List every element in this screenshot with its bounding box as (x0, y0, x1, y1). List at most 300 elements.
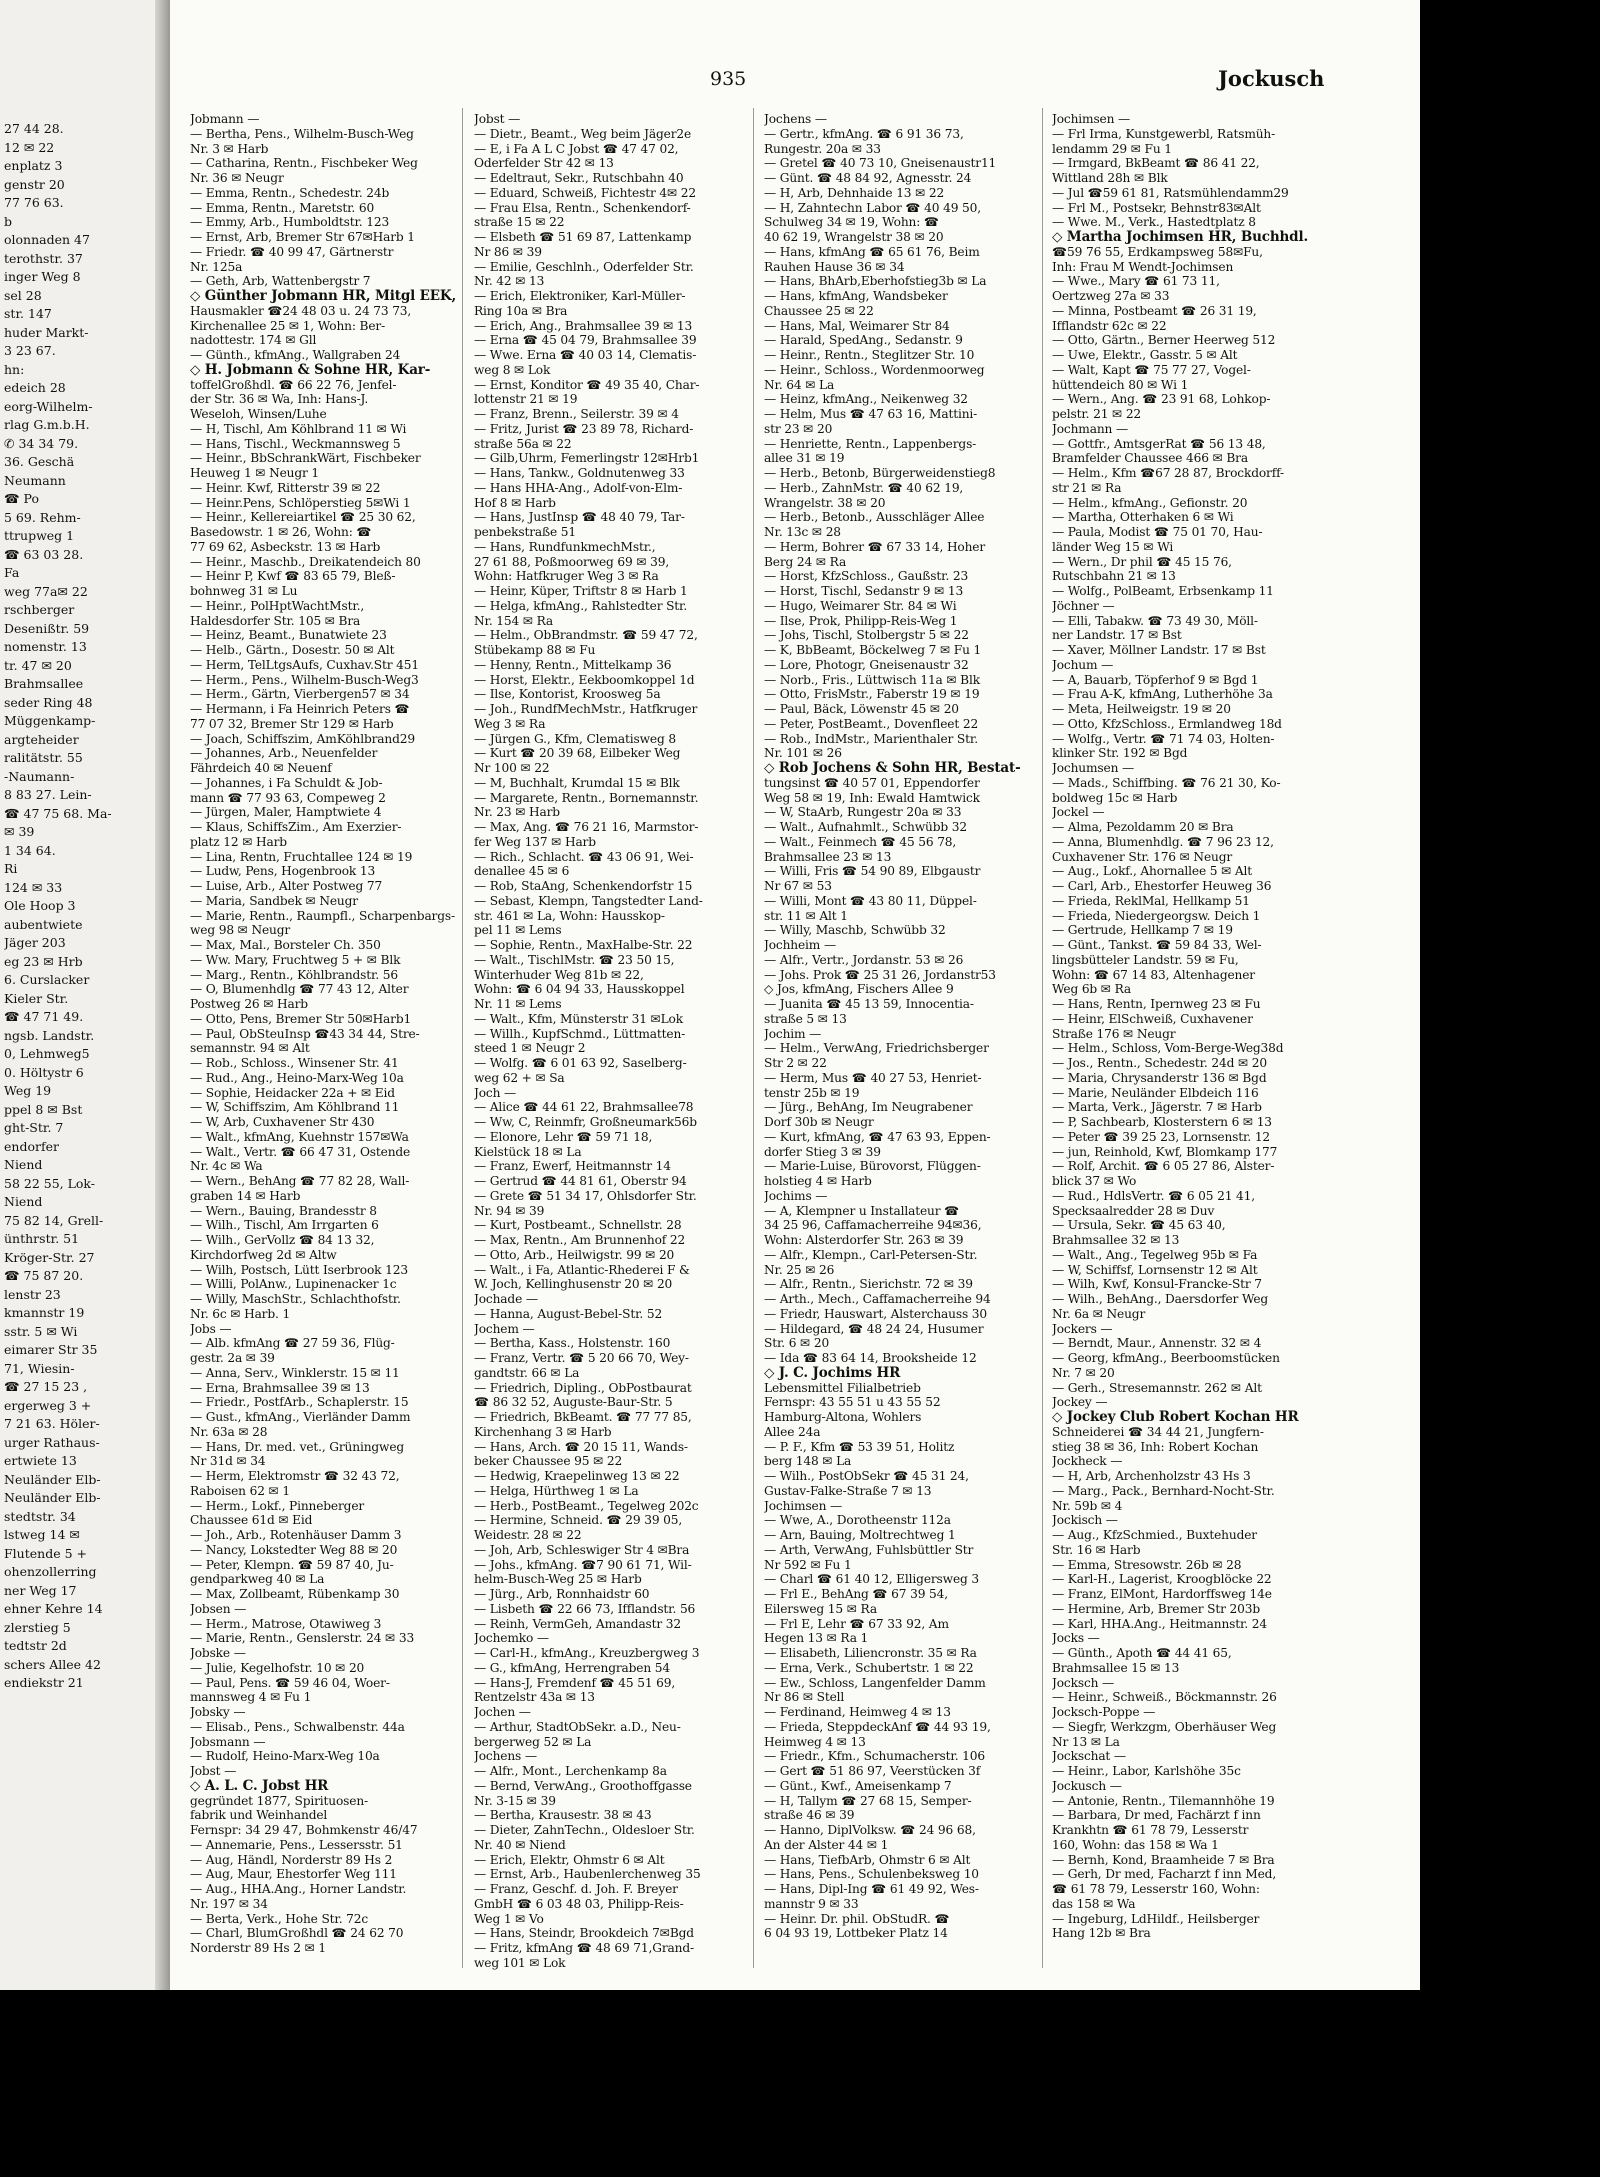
directory-line: 77 69 62, Asbeckstr. 13 ✉ Harb (190, 539, 381, 554)
directory-line: Kirchenallee 25 ✉ 1, Wohn: Ber- (190, 318, 386, 333)
directory-line: — Walt., Feinmech ☎ 45 56 78, (764, 834, 957, 849)
directory-line: — Wilh., Tischl, Am Irrgarten 6 (190, 1218, 379, 1233)
surname-heading: Jochemko — (474, 1631, 549, 1646)
directory-line: nadottestr. 174 ✉ Gll (190, 333, 317, 348)
left-fragment-line: weg 77a✉ 22 (4, 583, 88, 599)
directory-line: — Gertr., kfmAng. ☎ 6 91 36 73, (764, 126, 964, 141)
directory-line: — Hans-J, Fremdenf ☎ 45 51 69, (474, 1675, 676, 1690)
directory-line: — Peter, PostBeamt., Dovenfleet 22 (764, 716, 979, 731)
directory-line: dorfer Stieg 3 ✉ 39 (764, 1144, 881, 1159)
directory-line: — Martha, Otterhaken 6 ✉ Wi (1052, 510, 1234, 525)
directory-line: — Günth., Apoth ☎ 44 41 65, (1052, 1646, 1232, 1660)
directory-line: — Elonore, Lehr ☎ 59 71 18, (474, 1129, 653, 1144)
directory-line: — Joh, Arb, Schleswiger Str 4 ✉Bra (474, 1542, 690, 1557)
directory-line: — Erna, Verk., Schubertstr. 1 ✉ 22 (764, 1660, 974, 1675)
directory-line: — Heinr., Schweiß., Böckmannstr. 26 (1052, 1690, 1277, 1705)
directory-line: — H, Tischl, Am Köhlbrand 11 ✉ Wi (190, 421, 407, 436)
directory-line: Nr. 59b ✉ 4 (1052, 1498, 1123, 1513)
directory-line: — Fritz, kfmAng ☎ 48 69 71,Grand- (474, 1941, 694, 1955)
directory-line: — Alfr., Mont., Lerchenkamp 8a (474, 1764, 667, 1778)
left-fragment-line: eorg-Wilhelm- (4, 398, 93, 414)
left-fragment-line: Ri (4, 861, 18, 876)
left-fragment-line: ohenzollerring (4, 1564, 97, 1579)
directory-line: Rungestr. 20a ✉ 33 (764, 141, 881, 156)
column-rule (1042, 108, 1043, 1968)
directory-line: — Heinz, kfmAng., Neikenweg 32 (764, 392, 968, 407)
directory-line: — G., kfmAng, Herrengraben 54 (474, 1660, 670, 1675)
directory-line: Schneiderei ☎ 34 44 21, Jungfern- (1052, 1424, 1264, 1439)
directory-line: Brahmsallee 32 ✉ 13 (1052, 1233, 1180, 1247)
left-fragment-line: urger Rathaus- (4, 1434, 100, 1450)
directory-line: Chaussee 25 ✉ 22 (764, 303, 874, 318)
left-fragment-line: 0, Lehmweg5 (4, 1046, 90, 1061)
directory-line: Wohn: ☎ 67 14 83, Altenhagener (1052, 967, 1255, 982)
directory-line: ner Landstr. 17 ✉ Bst (1052, 628, 1182, 643)
directory-line: holstieg 4 ✉ Harb (764, 1174, 872, 1188)
directory-line: — Johannes, Arb., Neuenfelder (190, 746, 378, 761)
directory-line: — Annemarie, Pens., Lessersstr. 51 (190, 1837, 403, 1852)
directory-line: — Henny, Rentn., Mittelkamp 36 (474, 657, 672, 672)
directory-line: — Jürg., BehAng, Im Neugrabener (764, 1100, 973, 1115)
left-fragment-line: ☎ Po (4, 491, 39, 506)
directory-line: tenstr 25b ✉ 19 (764, 1085, 860, 1100)
directory-line: — Herm., Lokf., Pinneberger (190, 1498, 365, 1513)
directory-line: Nr 100 ✉ 22 (474, 761, 550, 775)
directory-line: str 21 ✉ Ra (1052, 480, 1122, 495)
left-fragment-line: Flutende 5 + (4, 1545, 87, 1561)
directory-line: — Helm., Kfm ☎67 28 87, Brockdorff- (1052, 466, 1284, 480)
directory-line: — H, Zahntechn Labor ☎ 40 49 50, (764, 200, 981, 215)
directory-line: — Bertha, Krausestr. 38 ✉ 43 (474, 1808, 652, 1823)
directory-line: Str 2 ✉ 22 (764, 1056, 827, 1070)
surname-heading: Jocksch — (1052, 1675, 1115, 1690)
directory-line: — Jürg., Arb, Ronnhaidstr 60 (474, 1587, 650, 1601)
directory-line: — Otto, Pens, Bremer Str 50✉Harb1 (190, 1011, 412, 1026)
directory-line: — Otto, KfzSchloss., Ermlandweg 18d (1052, 716, 1282, 731)
left-fragment-line: ünthrstr. 51 (4, 1231, 80, 1246)
directory-line: — Joach, Schiffszim, AmKöhlbrand29 (190, 731, 415, 746)
directory-line: Hegen 13 ✉ Ra 1 (764, 1631, 869, 1646)
directory-line: — Heinr., Rentn., Steglitzer Str. 10 (764, 348, 975, 362)
directory-line: Postweg 26 ✉ Harb (190, 997, 308, 1011)
directory-line: — Aug., HHA.Ang., Horner Landstr. (190, 1882, 407, 1896)
left-fragment-line: ngsb. Landstr. (4, 1027, 95, 1043)
directory-line: Schulweg 34 ✉ 19, Wohn: ☎ (764, 215, 939, 230)
left-fragment-line: 77 76 63. (4, 195, 64, 210)
left-fragment-line: sel 28 (4, 287, 42, 303)
directory-line: Norderstr 89 Hs 2 ✉ 1 (190, 1941, 326, 1955)
directory-line: der Str. 36 ✉ Wa, Inh: Hans-J. (190, 392, 369, 407)
left-fragment-line: tedtstr 2d (4, 1638, 67, 1653)
left-fragment-line: Kröger-Str. 27 (4, 1249, 95, 1265)
directory-line: — Aug, Maur, Ehestorfer Weg 111 (190, 1867, 397, 1882)
directory-line: Fährdeich 40 ✉ Neuenf (190, 761, 332, 775)
directory-line: — Friedrich, Dipling., ObPostbaurat (474, 1380, 692, 1395)
directory-line: — Dieter, ZahnTechn., Oldesloer Str. (474, 1823, 695, 1837)
directory-line: — Lore, Photogr, Gneisenaustr 32 (764, 657, 969, 672)
directory-line: — Grete ☎ 51 34 17, Ohlsdorfer Str. (474, 1188, 697, 1203)
left-fragment-line: hn: (4, 361, 25, 377)
directory-line: — Paul, ObSteuInsp ☎43 34 44, Stre- (190, 1026, 420, 1041)
left-fragment-line: 71, Wiesin- (4, 1360, 75, 1376)
directory-line: — Charl, BlumGroßhdl ☎ 24 62 70 (190, 1926, 404, 1941)
directory-line: — Heinr P, Kwf ☎ 83 65 79, Bleß- (190, 569, 396, 584)
directory-line: gegründet 1877, Spirituosen- (190, 1793, 368, 1808)
directory-line: fabrik und Weinhandel (190, 1808, 328, 1823)
directory-line: bergerweg 52 ✉ La (474, 1734, 592, 1749)
left-fragment-line: ertwiete 13 (4, 1453, 77, 1468)
directory-line: Gustav-Falke-Straße 7 ✉ 13 (764, 1483, 932, 1498)
surname-heading: Jockers — (1052, 1321, 1113, 1336)
left-page-text (4, 120, 154, 1693)
directory-line: — Jürgen, Maler, Hamptwiete 4 (190, 805, 382, 820)
left-fragment-line: edeich 28 (4, 380, 66, 395)
left-fragment-line: ppel 8 ✉ Bst (4, 1101, 83, 1117)
directory-line: boldweg 15c ✉ Harb (1052, 790, 1178, 805)
directory-line: — Wwe, A., Dorotheenstr 112a (764, 1513, 951, 1528)
directory-line: Hamburg-Altona, Wohlers (764, 1410, 922, 1424)
directory-line: Fernspr: 43 55 51 u 43 55 52 (764, 1395, 941, 1410)
left-fragment-line: ☎ 47 71 49. (4, 1009, 84, 1024)
left-fragment-line: 5 69. Rehm- (4, 509, 81, 525)
directory-line: — Herb., ZahnMstr. ☎ 40 62 19, (764, 480, 964, 495)
directory-line: — Alb. kfmAng ☎ 27 59 36, Flüg- (190, 1336, 395, 1351)
directory-line: — Paula, Modist ☎ 75 01 70, Hau- (1052, 525, 1263, 539)
directory-line: — Marg., Rentn., Köhlbrandstr. 56 (190, 967, 399, 982)
directory-line: — Anna, Serv., Winklerstr. 15 ✉ 11 (190, 1365, 400, 1380)
directory-line: — Willi, PolAnw., Lupinenacker 1c (190, 1277, 397, 1292)
directory-line: Nr. 101 ✉ 26 (764, 746, 842, 761)
directory-line: — Minna, Postbeamt ☎ 26 31 19, (1052, 303, 1257, 318)
directory-line: Nr 592 ✉ Fu 1 (764, 1557, 852, 1572)
directory-line: — Karl, HHA.Ang., Heitmannstr. 24 (1052, 1616, 1268, 1631)
directory-line: — Edeltraut, Sekr., Rutschbahn 40 (474, 171, 684, 185)
directory-line: — Frl M., Postsekr, Behnstr83✉Alt (1052, 200, 1261, 215)
left-fragment-line: ner Weg 17 (4, 1582, 77, 1598)
left-fragment-line: terothstr. 37 (4, 250, 83, 266)
surname-heading: Jockusch — (1052, 1778, 1122, 1793)
left-fragment-line: huder Markt- (4, 324, 89, 340)
left-page-fragment (0, 0, 170, 1990)
directory-line: — Wolfg., Vertr. ☎ 71 74 03, Holten- (1052, 731, 1275, 746)
directory-line: — Hans, BhArb,Eberhofstieg3b ✉ La (764, 274, 987, 289)
directory-line: Lebensmittel Filialbetrieb (764, 1380, 921, 1395)
directory-line: Stübekamp 88 ✉ Fu (474, 643, 596, 657)
directory-line: — Rud., HdlsVertr. ☎ 6 05 21 41, (1052, 1188, 1255, 1203)
directory-line: 160, Wohn: das 158 ✉ Wa 1 (1052, 1837, 1219, 1852)
directory-line: — Erich, Elektr, Ohmstr 6 ✉ Alt (474, 1852, 665, 1867)
directory-line: Str. 16 ✉ Harb (1052, 1542, 1141, 1557)
directory-line: pelstr. 21 ✉ 22 (1052, 407, 1142, 421)
surname-heading: Jocksch-Poppe — (1052, 1705, 1156, 1719)
directory-line: — Fritz, Jurist ☎ 23 89 78, Richard- (474, 421, 694, 436)
directory-line: Raboisen 62 ✉ 1 (190, 1483, 290, 1498)
directory-line: — Walt., i Fa, Atlantic-Rhederei F & (474, 1262, 690, 1277)
directory-line: — Otto, Gärtn., Berner Heerweg 512 (1052, 333, 1276, 348)
directory-line: tungsinst ☎ 40 57 01, Eppendorfer (764, 775, 980, 790)
directory-line: — Hedwig, Kraepelinweg 13 ✉ 22 (474, 1469, 680, 1483)
directory-line: helm-Busch-Weg 25 ✉ Harb (474, 1572, 642, 1587)
left-fragment-line: 12 ✉ 22 (4, 139, 55, 155)
directory-line: — Meta, Heilweigstr. 19 ✉ 20 (1052, 702, 1231, 716)
left-fragment-line: Brahmsallee (4, 676, 84, 691)
directory-entry-featured: ◇ J. C. Jochims HR (764, 1365, 901, 1381)
directory-line: Hang 12b ✉ Bra (1052, 1926, 1151, 1941)
directory-line: — Max, Rentn., Am Brunnenhof 22 (474, 1233, 686, 1247)
left-fragment-line: 124 ✉ 33 (4, 879, 63, 895)
directory-line: — Hanno, DiplVolksw. ☎ 24 96 68, (764, 1823, 976, 1837)
directory-line: — Anna, Blumenhdlg. ☎ 7 96 23 12, (1052, 834, 1274, 849)
directory-line: Wittland 28h ✉ Blk (1052, 171, 1168, 185)
directory-line: — Heinr., Kellereiartikel ☎ 25 30 62, (190, 510, 416, 525)
directory-line: — Henriette, Rentn., Lappenbergs- (764, 436, 977, 451)
directory-line: — Lina, Rentn, Fruchtallee 124 ✉ 19 (190, 849, 413, 864)
left-fragment-line: seder Ring 48 (4, 694, 93, 710)
directory-line: Cuxhavener Str. 176 ✉ Neugr (1052, 849, 1233, 864)
directory-line: — Horst, KfzSchloss., Gaußstr. 23 (764, 569, 969, 584)
left-fragment-line: schers Allee 42 (4, 1656, 101, 1672)
directory-line: — Hans, Dr. med. vet., Grüningweg (190, 1439, 405, 1454)
directory-line: 40 62 19, Wrangelstr 38 ✉ 20 (764, 230, 944, 244)
directory-line: — Herm, TelLtgsAufs, Cuxhav.Str 451 (190, 657, 419, 672)
directory-line: — Rolf, Archit. ☎ 6 05 27 86, Alster- (1052, 1159, 1275, 1174)
directory-line: Winterhuder Weg 81b ✉ 22, (474, 967, 644, 982)
directory-line: straße 46 ✉ 39 (764, 1808, 855, 1823)
directory-line: — Xaver, Möllner Landstr. 17 ✉ Bst (1052, 643, 1266, 657)
directory-line: — Ww. Mary, Fruchtweg 5 + ✉ Blk (190, 952, 401, 967)
running-head: Jockusch (1218, 66, 1325, 91)
directory-line: — Hermann, i Fa Heinrich Peters ☎ (190, 702, 410, 716)
surname-heading: Jochumsen — (1052, 761, 1135, 775)
directory-line: Specksaalredder 28 ✉ Duv (1052, 1203, 1215, 1218)
directory-line: — Hugo, Weimarer Str. 84 ✉ Wi (764, 598, 957, 613)
left-fragment-line: ehner Kehre 14 (4, 1601, 103, 1616)
directory-line: Nr. 6a ✉ Neugr (1052, 1306, 1146, 1321)
directory-line: — Wern., BehAng ☎ 77 82 28, Wall- (190, 1174, 410, 1188)
directory-line: beker Chaussee 95 ✉ 22 (474, 1454, 623, 1469)
directory-line: — Helm., VerwAng, Friedrichsberger (764, 1041, 989, 1056)
directory-line: — Bernh, Kond, Braamheide 7 ✉ Bra (1052, 1852, 1275, 1867)
directory-line: — Herm., Matrose, Otawiweg 3 (190, 1616, 382, 1631)
directory-line: — Alfr., Vertr., Jordanstr. 53 ✉ 26 (764, 952, 964, 967)
directory-line: — Franz, Ewerf, Heitmannstr 14 (474, 1159, 671, 1174)
directory-line: Rentzelstr 43a ✉ 13 (474, 1690, 595, 1705)
directory-line: gestr. 2a ✉ 39 (190, 1351, 275, 1365)
directory-line: — Franz, Geschf. d. Joh. F. Breyer (474, 1882, 678, 1896)
directory-line: — Heinr. Kwf, Ritterstr 39 ✉ 22 (190, 480, 381, 495)
directory-line: — Kurt, Postbeamt., Schnellstr. 28 (474, 1218, 682, 1233)
directory-line: — Kurt ☎ 20 39 68, Eilbeker Weg (474, 746, 681, 761)
directory-line: — Johannes, i Fa Schuldt & Job- (190, 775, 383, 790)
directory-line: — Sebast, Klempn, Tangstedter Land- (474, 893, 703, 908)
directory-line: — Frl E., BehAng ☎ 67 39 54, (764, 1587, 948, 1601)
directory-line: blick 37 ✉ Wo (1052, 1174, 1137, 1188)
directory-line: — Franz, Brenn., Seilerstr. 39 ✉ 4 (474, 407, 679, 421)
directory-line: — Wern., Ang. ☎ 23 91 68, Lohkop- (1052, 392, 1271, 407)
directory-line: — Hans, Dipl-Ing ☎ 61 49 92, Wes- (764, 1882, 979, 1896)
directory-line: penbekstraße 51 (474, 525, 576, 539)
directory-line: — Marie, Rentn., Genslerstr. 24 ✉ 33 (190, 1631, 415, 1646)
directory-line: — Paul, Pens. ☎ 59 46 04, Woer- (190, 1675, 390, 1690)
directory-line: — Hans, Rentn, Ipernweg 23 ✉ Fu (1052, 997, 1261, 1011)
surname-heading: Jochheim — (764, 938, 836, 952)
directory-line: Brahmsallee 23 ✉ 13 (764, 849, 892, 864)
directory-line: — jun, Reinhold, Kwf, Blomkamp 177 (1052, 1144, 1278, 1159)
directory-line: — Emmy, Arb., Humboldtstr. 123 (190, 215, 390, 230)
directory-line: — Siegfr, Werkzgm, Oberhäuser Weg (1052, 1719, 1277, 1734)
surname-heading: Jochen — (474, 1705, 531, 1719)
directory-line: — Bernd, VerwAng., Groothoffgasse (474, 1778, 692, 1793)
directory-line: — Helm, Mus ☎ 47 63 16, Mattini- (764, 407, 978, 421)
directory-line: — Otto, FrisMstr., Faberstr 19 ✉ 19 (764, 687, 980, 702)
directory-line: — Charl ☎ 61 40 12, Elligersweg 3 (764, 1572, 979, 1587)
left-fragment-line: -Naumann- (4, 768, 75, 784)
directory-line: — Hans, TiefbArb, Ohmstr 6 ✉ Alt (764, 1852, 971, 1867)
directory-line: Kirchdorfweg 2d ✉ Altw (190, 1247, 337, 1262)
directory-line: Dorf 30b ✉ Neugr (764, 1115, 874, 1129)
directory-line: — Ilse, Kontorist, Kroosweg 5a (474, 687, 661, 702)
directory-line: Weidestr. 28 ✉ 22 (474, 1528, 582, 1542)
directory-line: Basedowstr. 1 ✉ 26, Wohn: ☎ (190, 525, 372, 539)
surname-heading: Jochimsen — (764, 1498, 843, 1513)
left-fragment-line: Kieler Str. (4, 990, 69, 1006)
directory-line: — Erich, Elektroniker, Karl-Müller- (474, 289, 686, 303)
left-fragment-line: 1 34 64. (4, 842, 56, 858)
directory-line: — Friedr., PostfArb., Schaplerstr. 15 (190, 1395, 409, 1410)
directory-line: — Alfr., Rentn., Sierichstr. 72 ✉ 39 (764, 1277, 973, 1292)
left-fragment-line: eimarer Str 35 (4, 1342, 98, 1357)
left-fragment-line: aubentwiete (4, 916, 83, 932)
directory-line: — Georg, kfmAng., Beerboomstücken (1052, 1351, 1280, 1365)
directory-line: — Ferdinand, Heimweg 4 ✉ 13 (764, 1705, 951, 1719)
directory-line: — Erna ☎ 45 04 79, Brahmsallee 39 (474, 333, 697, 348)
directory-line: — Walt, Kapt ☎ 75 77 27, Vogel- (1052, 362, 1251, 377)
surname-heading: Jockheck — (1052, 1454, 1123, 1469)
directory-line: — W, Arb, Cuxhavener Str 430 (190, 1115, 375, 1129)
directory-line: — Herb., PostBeamt., Tegelweg 202c (474, 1498, 699, 1513)
directory-line: — Herm, Bohrer ☎ 67 33 14, Hoher (764, 539, 986, 554)
directory-line: An der Alster 44 ✉ 1 (764, 1837, 889, 1852)
directory-line: denallee 45 ✉ 6 (474, 864, 570, 879)
directory-line: — Berta, Verk., Hohe Str. 72c (190, 1911, 369, 1926)
directory-line: — Nancy, Lokstedter Weg 88 ✉ 20 (190, 1542, 398, 1557)
directory-entry-featured: ◇ Rob Jochens & Sohn HR, Bestat- (764, 761, 1021, 776)
left-fragment-line: 8 83 27. Lein- (4, 787, 92, 802)
left-fragment-line: str. 147 (4, 306, 52, 321)
directory-line: — Bertha, Kass., Holstenstr. 160 (474, 1336, 671, 1351)
directory-line: Weg 6b ✉ Ra (1052, 982, 1132, 997)
directory-line: — Wilh, Postsch, Lütt Iserbrook 123 (190, 1262, 408, 1277)
directory-line: Heimweg 4 ✉ 13 (764, 1734, 866, 1749)
directory-line: weg 62 + ✉ Sa (474, 1070, 565, 1085)
directory-line: straße 56a ✉ 22 (474, 436, 572, 451)
directory-line: straße 5 ✉ 13 (764, 1011, 847, 1026)
directory-line: — Mads., Schiffbing. ☎ 76 21 30, Ko- (1052, 775, 1281, 790)
left-fragment-line: Niend (4, 1194, 43, 1209)
directory-line: str. 11 ✉ Alt 1 (764, 908, 848, 923)
directory-line: — Heinr, Küper, Triftstr 8 ✉ Harb 1 (474, 584, 688, 598)
directory-line: lingsbütteler Landstr. 59 ✉ Fu, (1052, 952, 1239, 967)
directory-entry-featured: ◇ Jos, kfmAng, Fischers Allee 9 (764, 982, 954, 997)
directory-line: — Arth, VerwAng, Fuhlsbüttler Str (764, 1542, 974, 1557)
directory-line: — Frieda, SteppdeckAnf ☎ 44 93 19, (764, 1719, 991, 1734)
surname-heading: Jobs — (190, 1321, 232, 1336)
left-fragment-line: 0. Höltystr 6 (4, 1064, 84, 1080)
directory-line: — Johs. Prok ☎ 25 31 26, Jordanstr53 (764, 967, 996, 982)
directory-line: — Antonie, Rentn., Tilemannhöhe 19 (1052, 1793, 1275, 1808)
directory-line: — Rudolf, Heino-Marx-Weg 10a (190, 1749, 380, 1764)
directory-line: Nr. 154 ✉ Ra (474, 613, 554, 628)
directory-line: — Sophie, Heidacker 22a + ✉ Eid (190, 1085, 395, 1100)
left-fragment-line: 3 23 67. (4, 343, 56, 358)
directory-line: — Heinr., Maschb., Dreikatendeich 80 (190, 554, 421, 569)
surname-heading: Jobsmann — (190, 1734, 266, 1749)
directory-page (170, 0, 1420, 1990)
directory-line: — Carl, Arb., Ehestorfer Heuweg 36 (1052, 879, 1272, 893)
directory-line: — Rob, StaAng, Schenkendorfstr 15 (474, 879, 693, 893)
surname-heading: Jochims — (764, 1188, 828, 1203)
left-fragment-line: Weg 19 (4, 1083, 52, 1098)
left-fragment-line: endorfer (4, 1138, 59, 1154)
directory-line: Nr. 3-15 ✉ 39 (474, 1793, 556, 1808)
directory-line: Nr. 11 ✉ Lems (474, 997, 562, 1011)
directory-entry-featured: ◇ H. Jobmann & Sohne HR, Kar- (190, 362, 431, 378)
left-fragment-line: Niend (4, 1157, 43, 1172)
directory-line: mannstr 9 ✉ 33 (764, 1896, 859, 1911)
left-fragment-line: zlerstieg 5 (4, 1619, 71, 1635)
directory-line: — Hans, Pens., Schulenbeksweg 10 (764, 1867, 979, 1882)
directory-line: Nr. 94 ✉ 39 (474, 1203, 545, 1218)
left-fragment-line: rlag G.m.b.H. (4, 417, 90, 432)
directory-line: — Wolfg. ☎ 6 01 63 92, Saselberg- (474, 1056, 687, 1070)
directory-line: — Willy, Maschb, Schwübb 32 (764, 923, 946, 938)
left-fragment-line: 7 21 63. Höler- (4, 1416, 100, 1431)
directory-line: — Margarete, Rentn., Bornemannstr. (474, 790, 699, 805)
directory-line: — Marie, Neuländer Elbdeich 116 (1052, 1085, 1259, 1100)
surname-heading: Jobst — (190, 1764, 237, 1778)
left-fragment-line: Müggenkamp- (4, 713, 96, 728)
directory-line: — Helm., ObBrandmstr. ☎ 59 47 72, (474, 628, 698, 643)
directory-line: Nr 13 ✉ La (1052, 1734, 1120, 1749)
directory-line: — Helga, kfmAng., Rahlstedter Str. (474, 598, 688, 613)
directory-line: — W, StaArb, Rungestr 20a ✉ 33 (764, 805, 962, 820)
directory-line: — Herb., Betonb., Ausschläger Allee (764, 510, 985, 525)
directory-line: — Franz, Vertr. ☎ 5 20 66 70, Wey- (474, 1351, 689, 1365)
directory-line: Nr. 23 ✉ Harb (474, 805, 560, 820)
left-fragment-line: 75 82 14, Grell- (4, 1212, 104, 1228)
directory-line: — Berndt, Maur., Annenstr. 32 ✉ 4 (1052, 1336, 1262, 1351)
directory-line: — Willh., KupfSchmd., Lüttmatten- (474, 1026, 686, 1041)
directory-line: Fernspr: 34 29 47, Bohmkenstr 46/47 (190, 1823, 418, 1837)
directory-line: — A, Bauarb, Töpferhof 9 ✉ Bgd 1 (1052, 672, 1259, 687)
directory-line: — Hans HHA-Ang., Adolf-von-Elm- (474, 480, 683, 495)
directory-line: Nr. 40 ✉ Niend (474, 1837, 566, 1852)
directory-line: Chaussee 61d ✉ Eid (190, 1513, 313, 1528)
directory-line: — Ernst, Arb, Bremer Str 67✉Harb 1 (190, 230, 415, 244)
directory-line: — Herm., Pens., Wilhelm-Busch-Weg3 (190, 672, 419, 687)
directory-column-4 (1052, 112, 1352, 1941)
directory-line: — Paul, Bäck, Löwenstr 45 ✉ 20 (764, 702, 959, 716)
directory-line: — Heinr.Pens, Schlöperstieg 5✉Wi 1 (190, 495, 411, 510)
directory-line: Kirchenhang 3 ✉ Harb (474, 1424, 612, 1439)
left-fragment-line: Neuländer Elb- (4, 1490, 101, 1505)
directory-column-3 (764, 112, 1034, 1941)
directory-line: — Johs., kfmAng. ☎7 90 61 71, Wil- (474, 1557, 692, 1572)
directory-line: Straße 176 ✉ Neugr (1052, 1026, 1176, 1041)
directory-line: 6 04 93 19, Lottbeker Platz 14 (764, 1926, 948, 1941)
directory-line: — W, Schiffsf, Lornsenstr 12 ✉ Alt (1052, 1262, 1258, 1277)
directory-line: platz 12 ✉ Harb (190, 834, 287, 849)
